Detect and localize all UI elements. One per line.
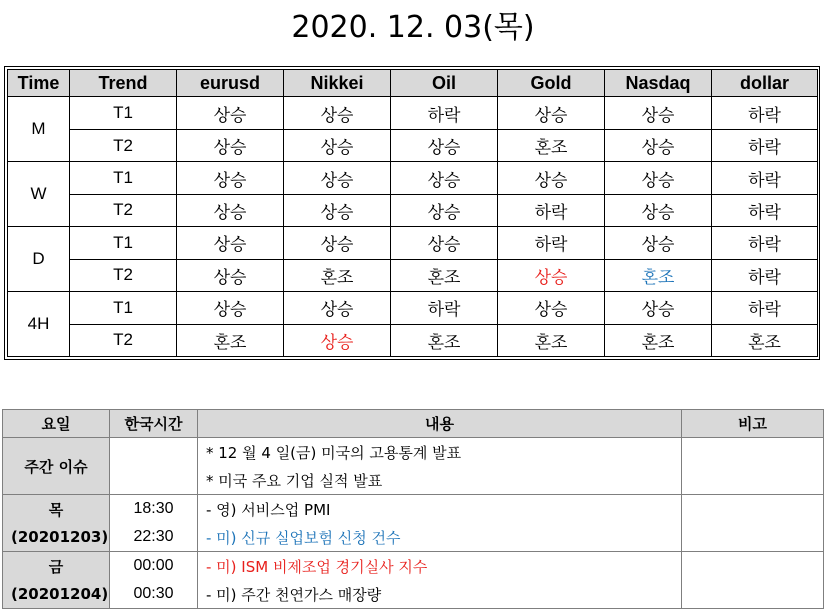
value-cell: 혼조 (177, 324, 284, 357)
value-cell: 하락 (712, 292, 818, 324)
event-text: - 미) 신규 실업보험 신청 건수 (198, 523, 682, 552)
schedule-table (2, 409, 824, 609)
table-row (8, 324, 818, 357)
value-cell: 상승 (498, 292, 605, 324)
day-label: 목 (3, 495, 110, 524)
time-cell: 4H (8, 292, 70, 357)
header-gold: Gold (498, 70, 605, 97)
table-row (3, 438, 824, 467)
header-dollar: dollar (712, 70, 818, 97)
value-cell: 상승 (498, 162, 605, 194)
header-content: 내용 (198, 410, 682, 438)
value-cell-highlight: 상승 (498, 259, 605, 291)
value-cell-highlight: 상승 (284, 324, 391, 357)
value-cell: 상승 (605, 292, 712, 324)
value-cell: 상승 (177, 162, 284, 194)
trend-cell: T2 (70, 194, 177, 226)
value-cell: 상승 (177, 292, 284, 324)
note-cell (682, 552, 824, 609)
page-title: 2020. 12. 03(목) (291, 10, 535, 45)
value-cell: 상승 (498, 97, 605, 129)
value-cell: 상승 (177, 194, 284, 226)
weekly-issue-item: * 12 월 4 일(금) 미국의 고용통계 발표 (198, 438, 682, 467)
value-cell: 상승 (284, 129, 391, 161)
value-cell: 상승 (391, 129, 498, 161)
table-row (8, 259, 818, 291)
value-cell: 하락 (712, 162, 818, 194)
value-cell: 상승 (284, 227, 391, 259)
time-cell: M (8, 97, 70, 162)
table-row (8, 292, 818, 324)
time-cell: D (8, 227, 70, 292)
table-row (8, 194, 818, 226)
weekly-issue-item: * 미국 주요 기업 실적 발표 (198, 466, 682, 495)
value-cell: 혼조 (498, 324, 605, 357)
value-cell: 하락 (391, 97, 498, 129)
note-cell (682, 438, 824, 495)
value-cell: 상승 (391, 227, 498, 259)
trend-cell: T2 (70, 324, 177, 357)
table-row (8, 97, 818, 129)
event-text: - 영) 서비스업 PMI (198, 495, 682, 524)
value-cell: 하락 (391, 292, 498, 324)
value-cell: 상승 (605, 162, 712, 194)
value-cell: 상승 (284, 162, 391, 194)
value-cell: 하락 (712, 194, 818, 226)
note-cell (682, 495, 824, 552)
trend-table (7, 69, 818, 357)
weekly-issue-label: 주간 이슈 (3, 438, 110, 495)
value-cell: 하락 (498, 194, 605, 226)
header-eurusd: eurusd (177, 70, 284, 97)
trend-cell: T1 (70, 227, 177, 259)
value-cell: 상승 (177, 227, 284, 259)
value-cell: 하락 (712, 227, 818, 259)
trend-cell: T2 (70, 259, 177, 291)
event-time: 00:30 (110, 580, 198, 609)
value-cell: 상승 (177, 97, 284, 129)
trend-header-row (8, 70, 818, 97)
value-cell: 상승 (284, 292, 391, 324)
schedule-header-row (3, 410, 824, 438)
trend-cell: T2 (70, 129, 177, 161)
event-time: 18:30 (110, 495, 198, 524)
value-cell: 혼조 (284, 259, 391, 291)
table-row (8, 162, 818, 194)
trend-table-frame (4, 66, 820, 360)
header-oil: Oil (391, 70, 498, 97)
header-kst: 한국시간 (110, 410, 198, 438)
event-text: - 미) 주간 천연가스 매장량 (198, 580, 682, 609)
day-label: 금 (3, 552, 110, 581)
trend-cell: T1 (70, 162, 177, 194)
value-cell: 상승 (177, 259, 284, 291)
value-cell-highlight: 혼조 (605, 259, 712, 291)
value-cell: 상승 (605, 194, 712, 226)
value-cell: 혼조 (498, 129, 605, 161)
time-cell: W (8, 162, 70, 227)
event-time: 22:30 (110, 523, 198, 552)
value-cell: 하락 (498, 227, 605, 259)
header-nikkei: Nikkei (284, 70, 391, 97)
value-cell: 하락 (712, 129, 818, 161)
value-cell: 상승 (605, 97, 712, 129)
value-cell: 상승 (605, 227, 712, 259)
header-day: 요일 (3, 410, 110, 438)
value-cell: 상승 (284, 194, 391, 226)
time-cell-empty (110, 438, 198, 495)
header-nasdaq: Nasdaq (605, 70, 712, 97)
trend-cell: T1 (70, 97, 177, 129)
table-row (8, 129, 818, 161)
value-cell: 상승 (605, 129, 712, 161)
value-cell: 혼조 (391, 259, 498, 291)
trend-cell: T1 (70, 292, 177, 324)
header-note: 비고 (682, 410, 824, 438)
value-cell: 상승 (391, 194, 498, 226)
value-cell: 혼조 (712, 324, 818, 357)
table-row (8, 227, 818, 259)
day-date: (20201204) (3, 580, 110, 609)
value-cell: 상승 (284, 97, 391, 129)
day-date: (20201203) (3, 523, 110, 552)
value-cell: 혼조 (391, 324, 498, 357)
header-time: Time (8, 70, 70, 97)
value-cell: 혼조 (605, 324, 712, 357)
value-cell: 상승 (391, 162, 498, 194)
value-cell: 하락 (712, 259, 818, 291)
event-text: - 미) ISM 비제조업 경기실사 지수 (198, 552, 682, 581)
value-cell: 하락 (712, 97, 818, 129)
header-trend: Trend (70, 70, 177, 97)
value-cell: 상승 (177, 129, 284, 161)
table-row (3, 495, 824, 524)
event-time: 00:00 (110, 552, 198, 581)
table-row (3, 552, 824, 581)
